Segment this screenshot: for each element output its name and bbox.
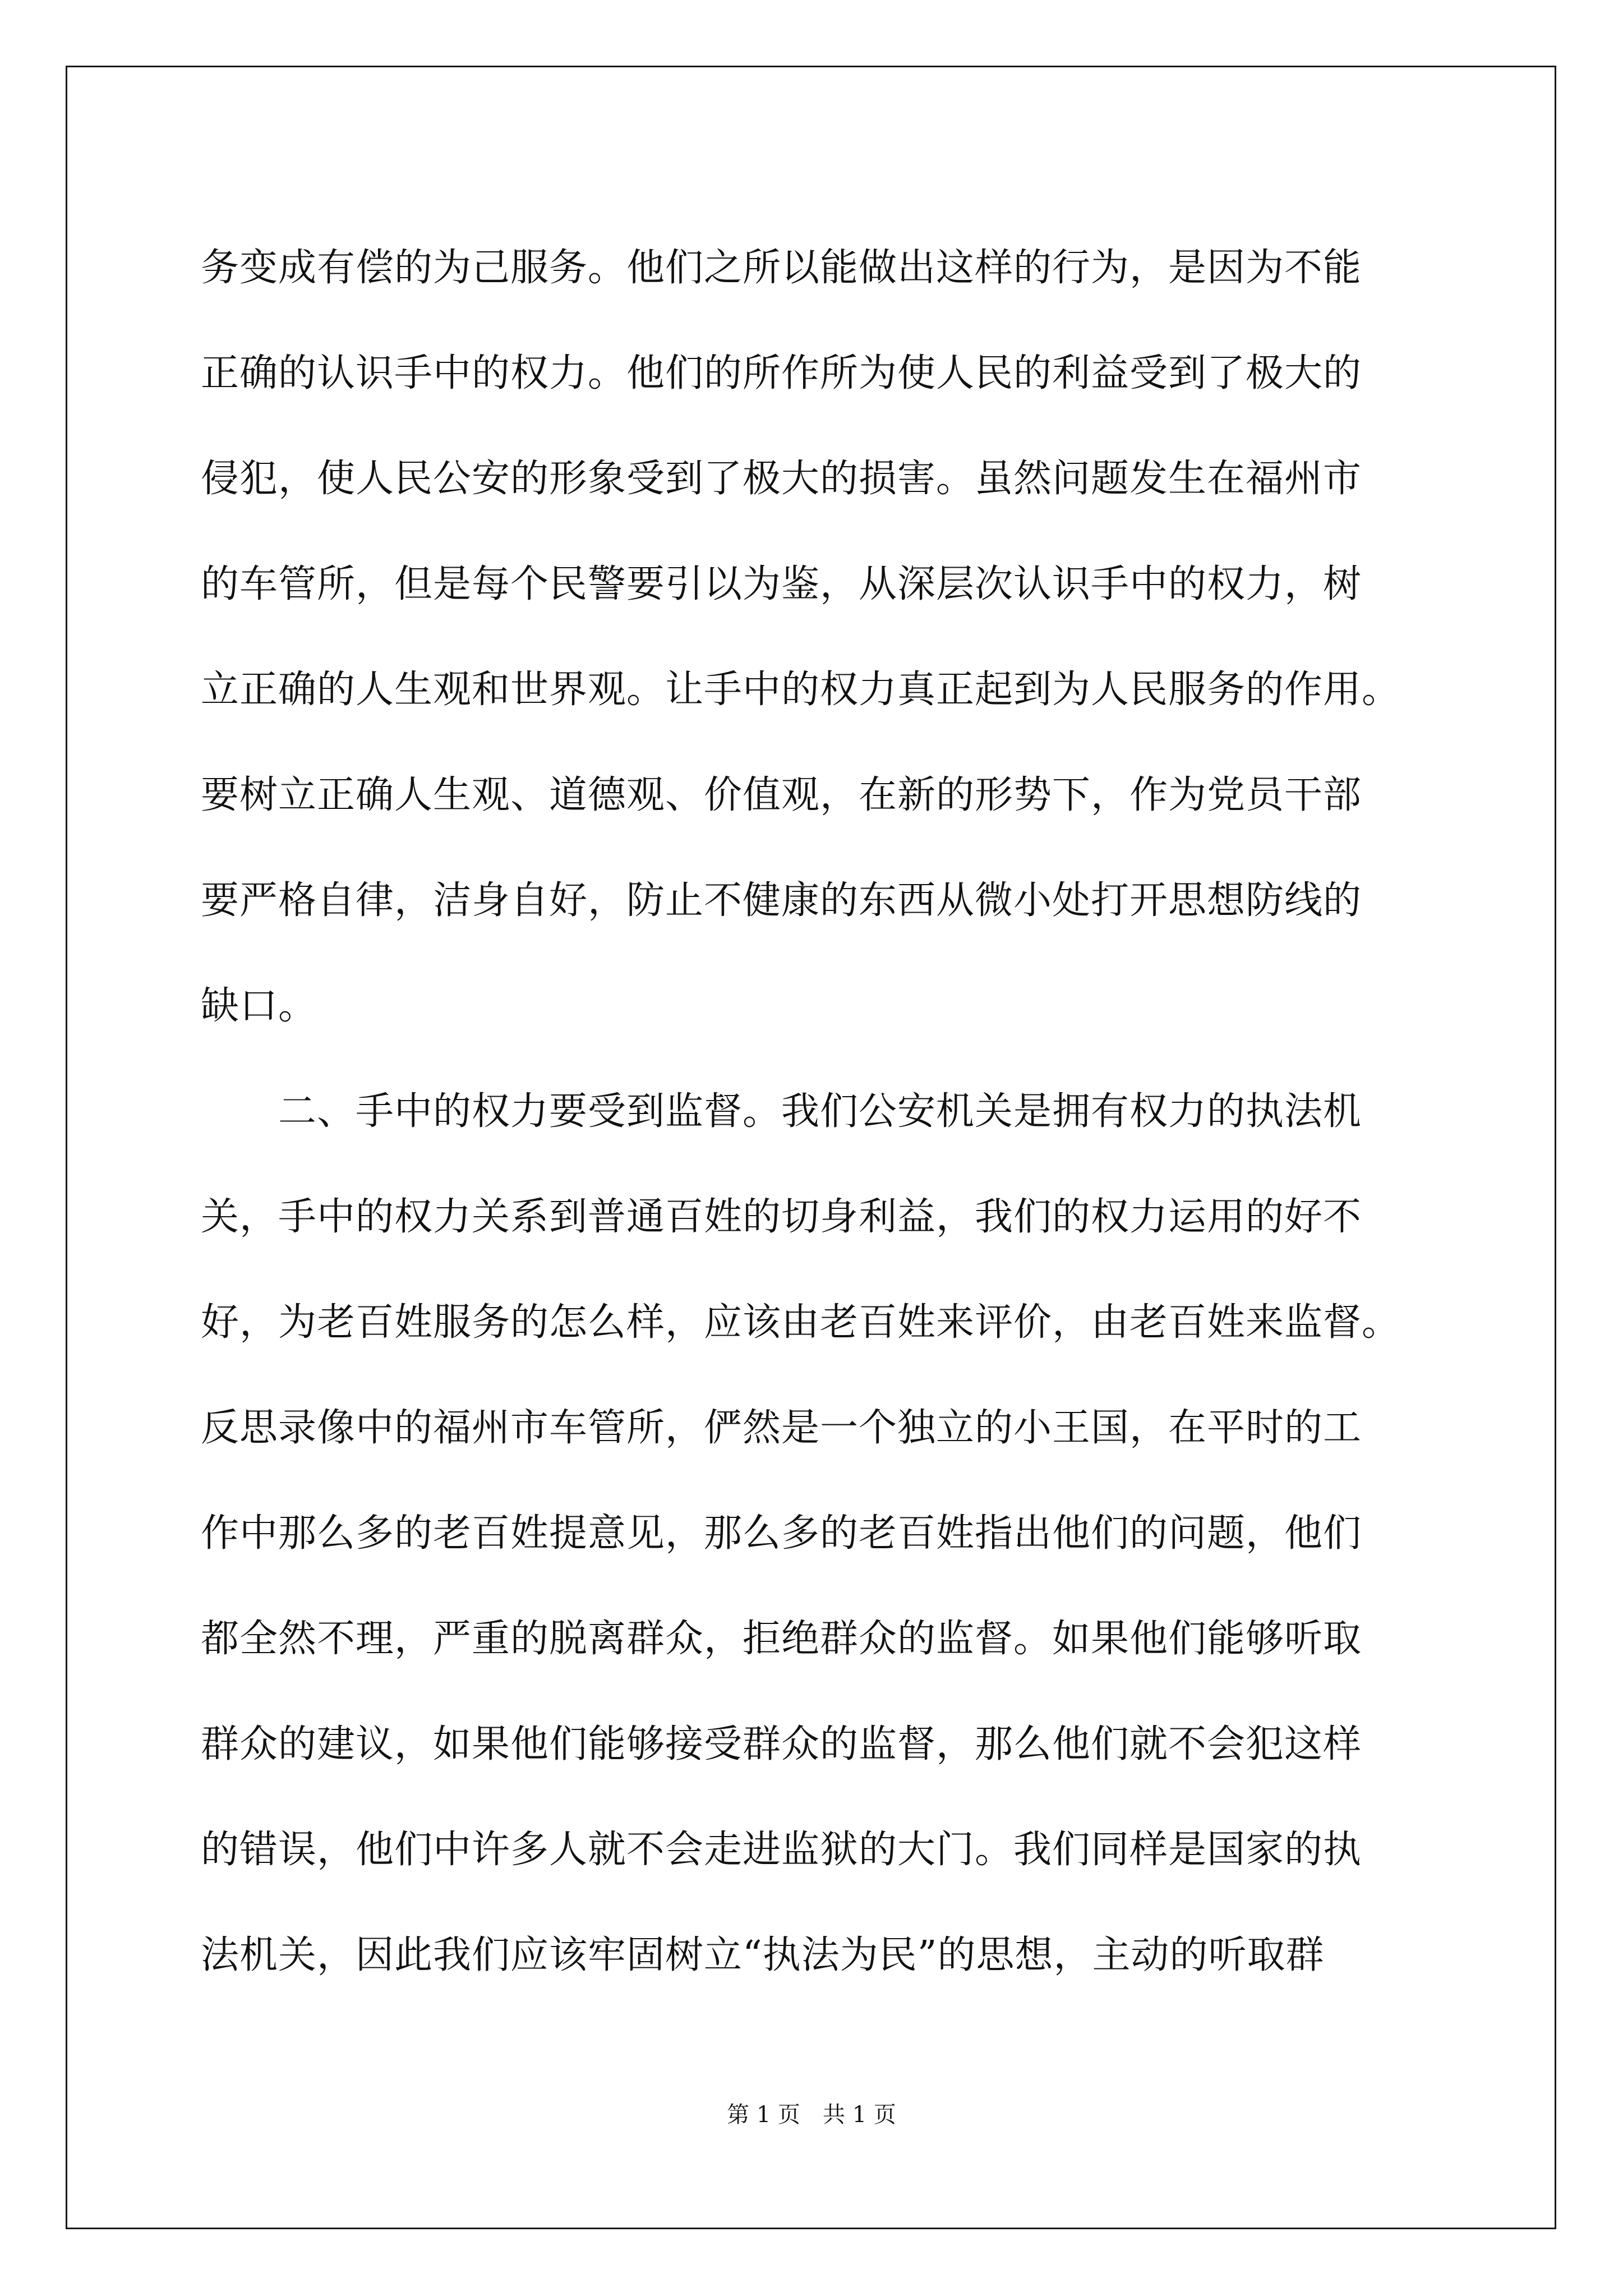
text-line: 二、手中的权力要受到监督。我们公安机关是拥有权力的执法机 (201, 1089, 1362, 1134)
text-line: 要树立正确人生观、道德观、价值观，在新的形势下，作为党员干部 (201, 773, 1362, 817)
text-line: 反思录像中的福州市车管所，俨然是一个独立的小王国，在平时的工 (201, 1406, 1362, 1450)
text-line: 侵犯，使人民公安的形象受到了极大的损害。虽然问题发生在福州市 (201, 457, 1362, 501)
text-line: 正确的认识手中的权力。他们的所作所为使人民的利益受到了极大的 (201, 351, 1362, 395)
text-line: 的车管所，但是每个民警要引以为鉴，从深层次认识手中的权力，树 (201, 562, 1362, 606)
text-line: 法机关，因此我们应该牢固树立“执法为民”的思想，主动的听取群 (201, 1933, 1325, 1977)
document-body (201, 215, 1423, 2008)
text-line: 群众的建议，如果他们能够接受群众的监督，那么他们就不会犯这样 (201, 1722, 1362, 1766)
text-line: 的错误，他们中许多人就不会走进监狱的大门。我们同样是国家的执 (201, 1828, 1362, 1872)
page-footer: 第 1 页 共 1 页 (727, 2102, 896, 2128)
text-line: 好，为老百姓服务的怎么样，应该由老百姓来评价，由老百姓来监督。 (201, 1300, 1401, 1345)
text-line: 要严格自律，洁身自好，防止不健康的东西从微小处打开思想防线的 (201, 878, 1362, 923)
text-line: 立正确的人生观和世界观。让手中的权力真正起到为人民服务的作用。 (201, 668, 1401, 712)
text-line: 都全然不理，严重的脱离群众，拒绝群众的监督。如果他们能够听取 (201, 1617, 1362, 1661)
text-line: 务变成有偿的为己服务。他们之所以能做出这样的行为，是因为不能 (201, 246, 1362, 290)
text-line: 作中那么多的老百姓提意见，那么多的老百姓指出他们的问题，他们 (201, 1511, 1362, 1556)
text-line: 缺口。 (201, 984, 317, 1028)
text-line: 关，手中的权力关系到普通百姓的切身利益，我们的权力运用的好不 (201, 1195, 1362, 1239)
